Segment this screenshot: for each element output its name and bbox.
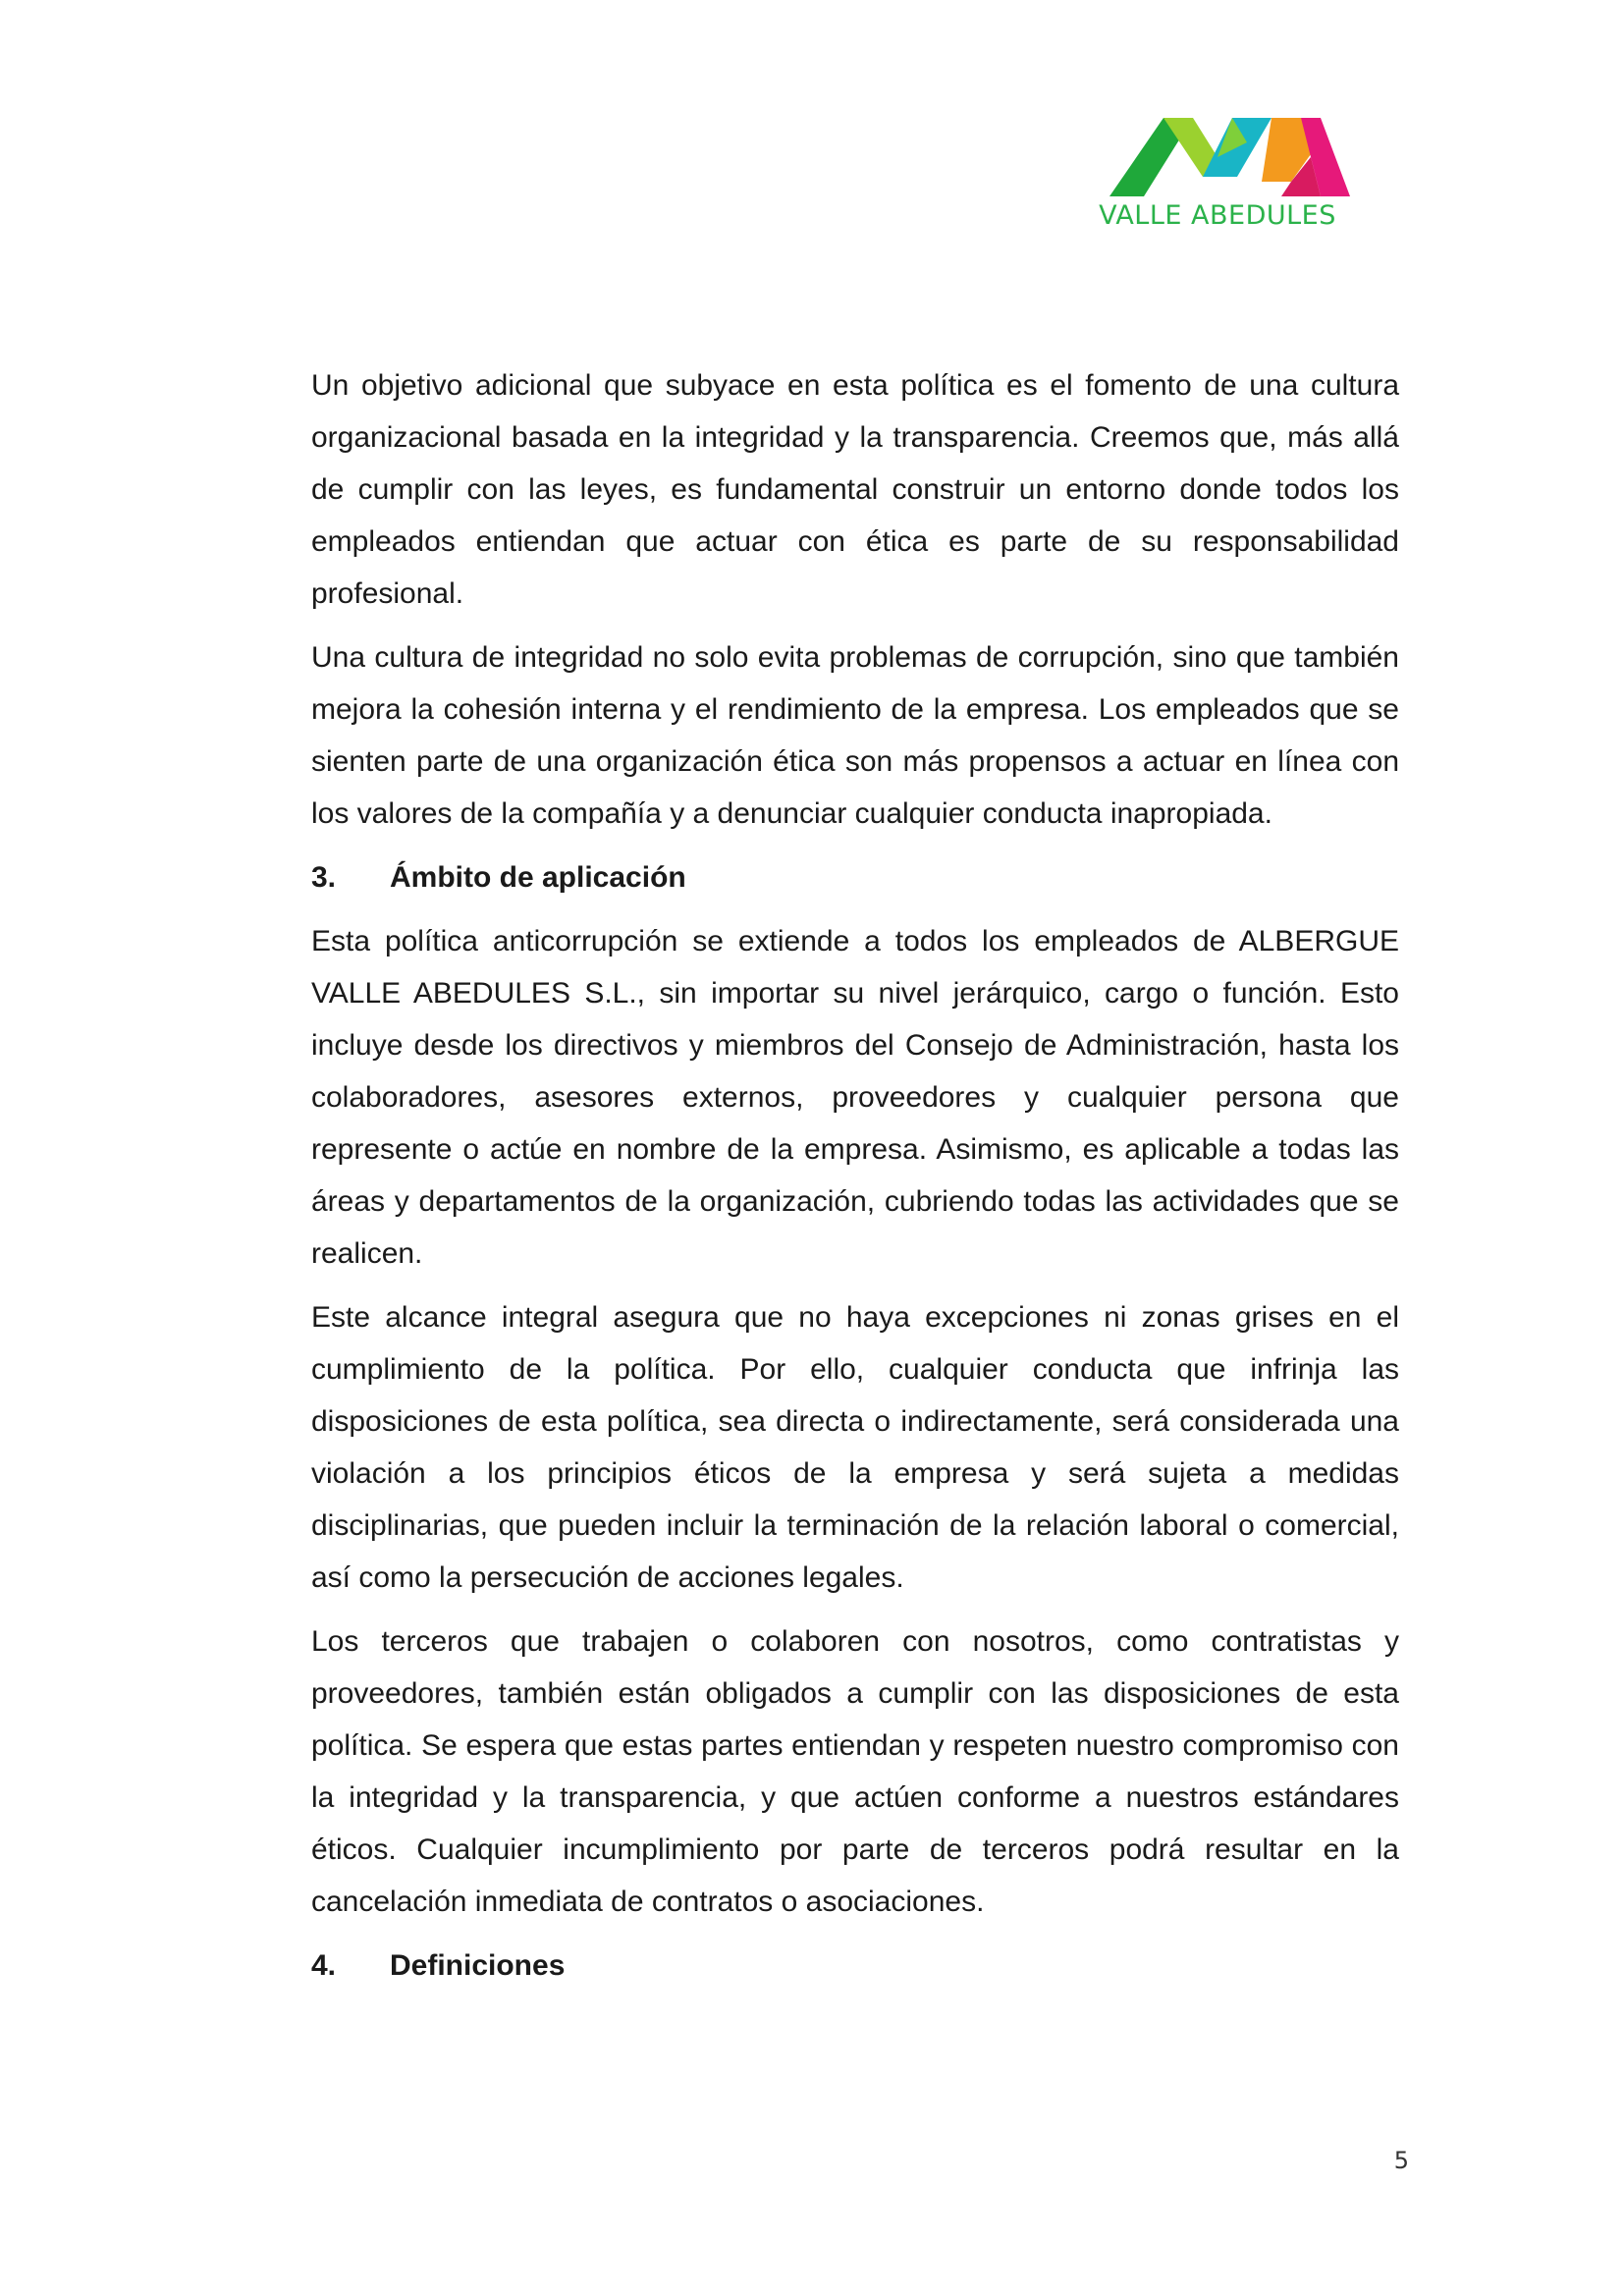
logo-text: VALLE ABEDULES — [1099, 200, 1336, 231]
paragraph: Este alcance integral asegura que no haya excepciones ni zonas grises en el cumplimiento de la política. Por ello, cualquier conducta que infrinja las disposiciones de esta política, sea directa o indirectamente, será considerada una violación a los principios éticos de la empresa y será sujeta a medidas disciplinarias, que pueden incluir la terminación de la relación laboral o comercial, así como la persecución de acciones legales. — [311, 1301, 1399, 1594]
mountains-logo-icon — [1070, 98, 1365, 196]
paragraph: Esta política anticorrupción se extiende a todos los empleados de ALBERGUE VALLE ABEDULES S.L., sin importar su nivel jerárquico, cargo o función. Esto incluye desde los directivos y miembros del Consejo de Administración, hasta los colaboradores, asesores externos, proveedores y cualquier persona que represente o actúe en nombre de la empresa. Asimismo, es aplicable a todas las áreas y departamentos de la organización, cubriendo todas las actividades que se realicen. — [311, 925, 1399, 1270]
page-number: 5 — [1393, 2147, 1409, 2174]
section-heading-4 — [311, 1940, 1399, 1992]
paragraph: Una cultura de integridad no solo evita problemas de corrupción, sino que también mejora la cohesión interna y el rendimiento de la empresa. Los empleados que se sienten parte de una organización ética son más propensos a actuar en línea con los valores de la compañía y a denunciar cualquier conducta inapropiada. — [311, 641, 1399, 830]
section-number: 4. — [311, 1949, 337, 1982]
section-title: Ámbito de aplicación — [390, 861, 686, 894]
paragraph: Un objetivo adicional que subyace en esta política es el fomento de una cultura organizacional basada en la integridad y la transparencia. Creemos que, más allá de cumplir con las leyes, es fundamental construir un entorno donde todos los empleados entiendan que actuar con ética es parte de su responsabilidad profesional. — [311, 369, 1399, 610]
section-heading-3 — [311, 851, 1399, 903]
company-logo — [1070, 98, 1404, 246]
document-body — [311, 359, 1399, 2003]
section-title: Definiciones — [390, 1949, 566, 1982]
section-number: 3. — [311, 861, 337, 894]
paragraph: Los terceros que trabajen o colaboren con nosotros, como contratistas y proveedores, también están obligados a cumplir con las disposiciones de esta política. Se espera que estas partes entiendan y respeten nuestro compromiso con la integridad y la transparencia, y que actúen conforme a nuestros estándares éticos. Cualquier incumplimiento por parte de terceros podrá resultar en la cancelación inmediata de contratos o asociaciones. — [311, 1625, 1399, 1918]
